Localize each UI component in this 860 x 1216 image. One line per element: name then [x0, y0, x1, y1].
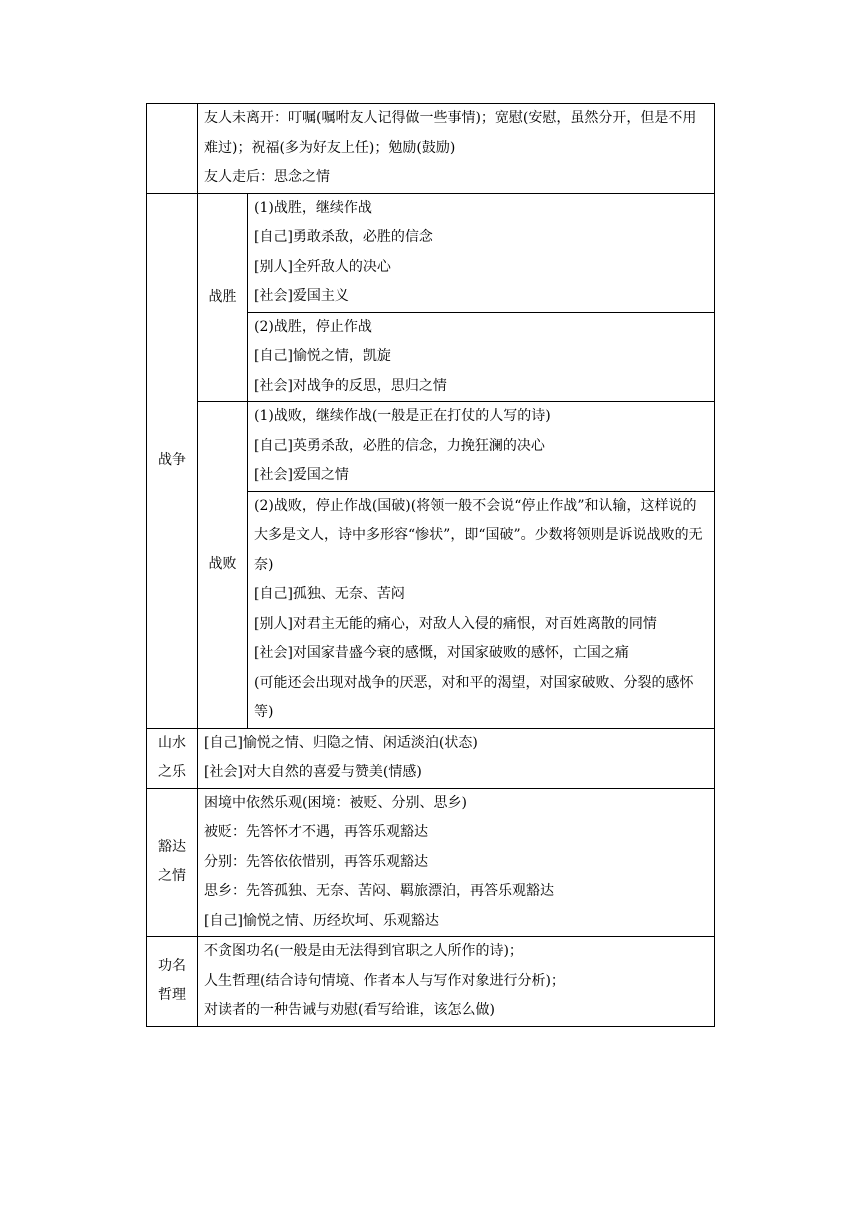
war-defeat-continue-line-3: [社会]爱国之情: [254, 467, 349, 483]
openness-line-3: 分别：先答依依惜别，再答乐观豁达: [204, 853, 428, 870]
landscape-category-cell: [147, 728, 198, 788]
war-defeat-stop-line-2: [自己]孤独、无奈、苦闷: [254, 586, 405, 602]
openness-line-1: 困境中依然乐观(困境：被贬、分别、思乡): [204, 794, 467, 811]
landscape-line-1: [自己]愉悦之情、归隐之情、闲适淡泊(状态): [204, 734, 478, 751]
war-defeat-stop-line-5: (可能还会出现对战争的厌恶，对和平的渴望，对国家破败、分裂的感怀等): [254, 674, 694, 720]
war-victory-continue-line-2: [自己]勇敢杀敌，必胜的信念: [254, 229, 433, 245]
farewell-line-1: 友人未离开：叮嘱(嘱咐友人记得做一些事情)；宽慰(安慰，虽然分开，但是不用难过)；祝福(多为好友上任)；勉励(鼓励): [204, 110, 697, 156]
war-defeat-continue-line-1: (1)战败，继续作战(一般是正在打仗的人写的诗): [254, 408, 551, 424]
war-defeat-stop-line-1: (2)战败，停止作战(国破)(将领一般不会说“停止作战”和认输，这样说的大多是文人，诗中多形容“惨状”，即“国破”。少数将领则是诉说战败的无奈): [254, 497, 703, 573]
farewell-category-cell: [147, 104, 198, 194]
fame-line-3: 对读者的一种告诫与劝慰(看写给谁，该怎么做): [204, 1002, 495, 1018]
war-victory-continue-line-1: (1)战胜，继续作战: [254, 199, 372, 216]
war-defeat-stop-line-4: [社会]对国家昔盛今衰的感慨，对国家破败的感怀，亡国之痛: [254, 645, 629, 661]
war-victory-continue-line-4: [社会]爱国主义: [254, 288, 349, 304]
openness-row: [147, 788, 715, 937]
war-category-cell: 战争: [147, 193, 198, 728]
farewell-row: [147, 104, 715, 194]
farewell-line-2: 友人走后：思念之情: [204, 169, 330, 185]
openness-line-4: 思乡：先答孤独、无奈、苦闷、羁旅漂泊，再答乐观豁达: [204, 883, 554, 899]
openness-category-line-2: 之情: [158, 868, 186, 885]
openness-category-cell: [147, 788, 198, 937]
openness-line-5: [自己]愉悦之情、历经坎坷、乐观豁达: [204, 912, 439, 929]
openness-category-line-1: 豁达: [158, 838, 186, 855]
landscape-category-line-2: 之乐: [158, 764, 186, 780]
war-victory-stop-line-1: (2)战胜，停止作战: [254, 318, 372, 335]
fame-category-line-1: 功名: [158, 957, 186, 974]
landscape-category-line-1: 山水: [158, 734, 186, 751]
landscape-row: [147, 728, 715, 788]
fame-category-cell: [147, 937, 198, 1027]
fame-line-2: 人生哲理(结合诗句情境、作者本人与写作对象进行分析)；: [204, 972, 565, 989]
war-victory-stop-line-2: [自己]愉悦之情，凯旋: [254, 348, 391, 364]
war-victory-continue-line-3: [别人]全歼敌人的决心: [254, 258, 391, 275]
war-defeat-stop-line-3: [别人]对君主无能的痛心，对敌人入侵的痛恨，对百姓离散的同情: [254, 615, 657, 632]
fame-line-1: 不贪图功名(一般是由无法得到官职之人所作的诗)；: [204, 943, 523, 959]
war-defeat-continue-line-2: [自己]英勇杀敌，必胜的信念，力挽狂澜的决心: [254, 437, 545, 454]
theme-table: [146, 103, 715, 1027]
openness-content-cell: [198, 788, 715, 937]
fame-row: [147, 937, 715, 1027]
war-defeat-continue-row: [147, 402, 715, 492]
openness-line-2: 被贬：先答怀才不遇，再答乐观豁达: [204, 824, 428, 840]
war-victory-continue-row: [147, 193, 715, 312]
farewell-content-cell: [198, 104, 715, 194]
war-victory-continue-cell: [248, 193, 715, 312]
war-defeat-label-cell: 战败: [198, 402, 248, 729]
war-victory-stop-line-3: [社会]对战争的反思，思归之情: [254, 377, 447, 394]
war-defeat-stop-cell: [248, 491, 715, 728]
fame-category-line-2: 哲理: [158, 987, 186, 1004]
fame-content-cell: [198, 937, 715, 1027]
landscape-content-cell: [198, 728, 715, 788]
war-victory-stop-cell: [248, 312, 715, 402]
war-defeat-continue-cell: [248, 402, 715, 492]
landscape-line-2: [社会]对大自然的喜爱与赞美(情感): [204, 764, 422, 780]
war-victory-label-cell: 战胜: [198, 193, 248, 402]
